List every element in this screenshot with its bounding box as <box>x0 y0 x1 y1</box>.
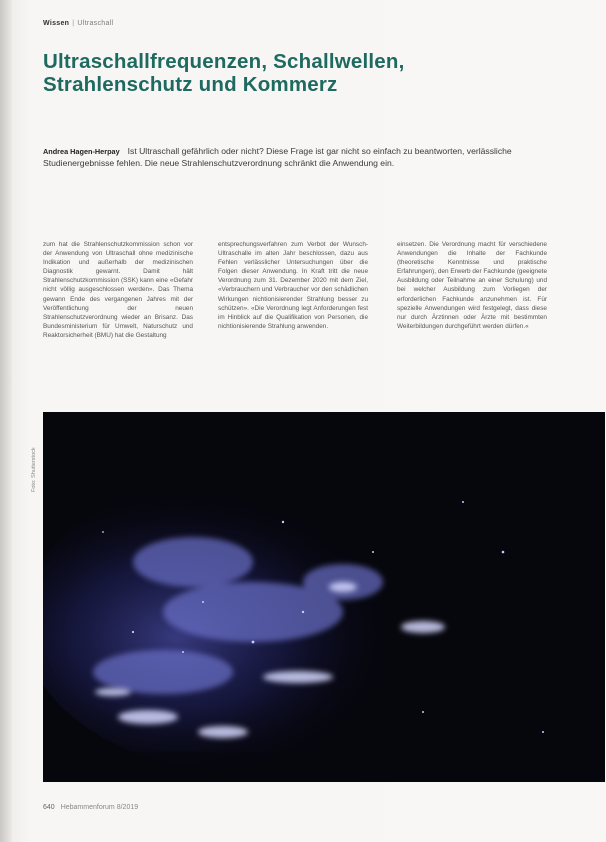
journal-name: Hebammenforum 8/2019 <box>60 804 139 811</box>
article-lead-text: Ist Ultraschall gefährlich oder nicht? Diese Frage ist gar nicht so einfach zu beantworten, verlässliche Studienergebnisse fehlen. Die neue Strahlenschutzverordnung schränkt die Anwendung ein. <box>43 146 512 168</box>
section-subcategory: Ultraschall <box>77 20 114 27</box>
ultrasound-image <box>43 412 605 782</box>
text-column-3 <box>397 240 547 331</box>
section-category: Wissen <box>43 20 70 27</box>
text-column-1 <box>43 240 193 340</box>
column-2-text: entsprechungsverfahren zum Verbot der Wunsch-Ultraschalle im alten Jahr beschlossen, dazu aus Fehlen verlässlicher Untersuchungen über die Folgen dieser Anwendung. In Kraft tritt die neue Verordnung zum 31. Dezember 2020 mit dem Ziel, «Verbrauchern und Verbraucher vor den schädlichen Wirkungen nichtionisierender Strahlung besser zu schützen». «Die Verordnung legt Anforderungen fest im Hinblick auf die Qualifikation von Personen, die nichtionisierende Strahlung anwenden. <box>218 241 368 330</box>
photo-credit <box>31 412 39 492</box>
column-3-text: einsetzen. Die Verordnung macht für verschiedene Anwendungen die Inhalte der Fachkunde (theoretische Kenntnisse und praktische Erfahrungen), den Erwerb der Fachkunde (geeignete Ausbildung oder Teilnahme an einer Schulung) und bei welcher Ausbildung zum Vorliegen der erforderlichen Fachkunde anzunehmen ist. Für spezielle Anwendungen wird festgelegt, dass diese nur durch Ärztinnen oder Ärzte mit bestimmten Weiterbildungen durchgeführt werden dürfen.« <box>397 241 547 330</box>
article-title-line-1: Ultraschallfrequenzen, Schallwellen, <box>43 50 405 73</box>
article-title <box>43 50 543 96</box>
section-header <box>43 20 113 27</box>
article-lead <box>43 146 563 169</box>
ultrasound-scan-graphic <box>43 412 605 782</box>
section-separator: | <box>72 20 75 27</box>
article-author: Andrea Hagen-Herpay <box>43 147 120 156</box>
text-column-2 <box>218 240 368 331</box>
page-footer <box>43 804 138 811</box>
column-1-text: zum hat die Strahlenschutzkommission schon vor der Anwendung von Ultraschall ohne medizinische Indikation und außerhalb der medizinischen Diagnostik gewarnt. Damit hält Strahlenschutzkommission (SSK) kann eine «Gefahr nicht völlig ausgeschlossen werden». Das Thema gewann Ende des vergangenen Jahres mit der Veröffentlichung der neuen Strahlenschutzverordnung wieder an Brisanz. Das Bundesministerium für Umwelt, Naturschutz und Reaktorsicherheit (BMU) hat die Gestaltung <box>43 241 193 339</box>
page-binding-shadow <box>0 0 12 842</box>
page-number: 640 <box>43 804 55 811</box>
photo-credit-text: Foto: Shutterstock <box>31 447 37 492</box>
article-title-line-2: Strahlenschutz und Kommerz <box>43 73 338 96</box>
